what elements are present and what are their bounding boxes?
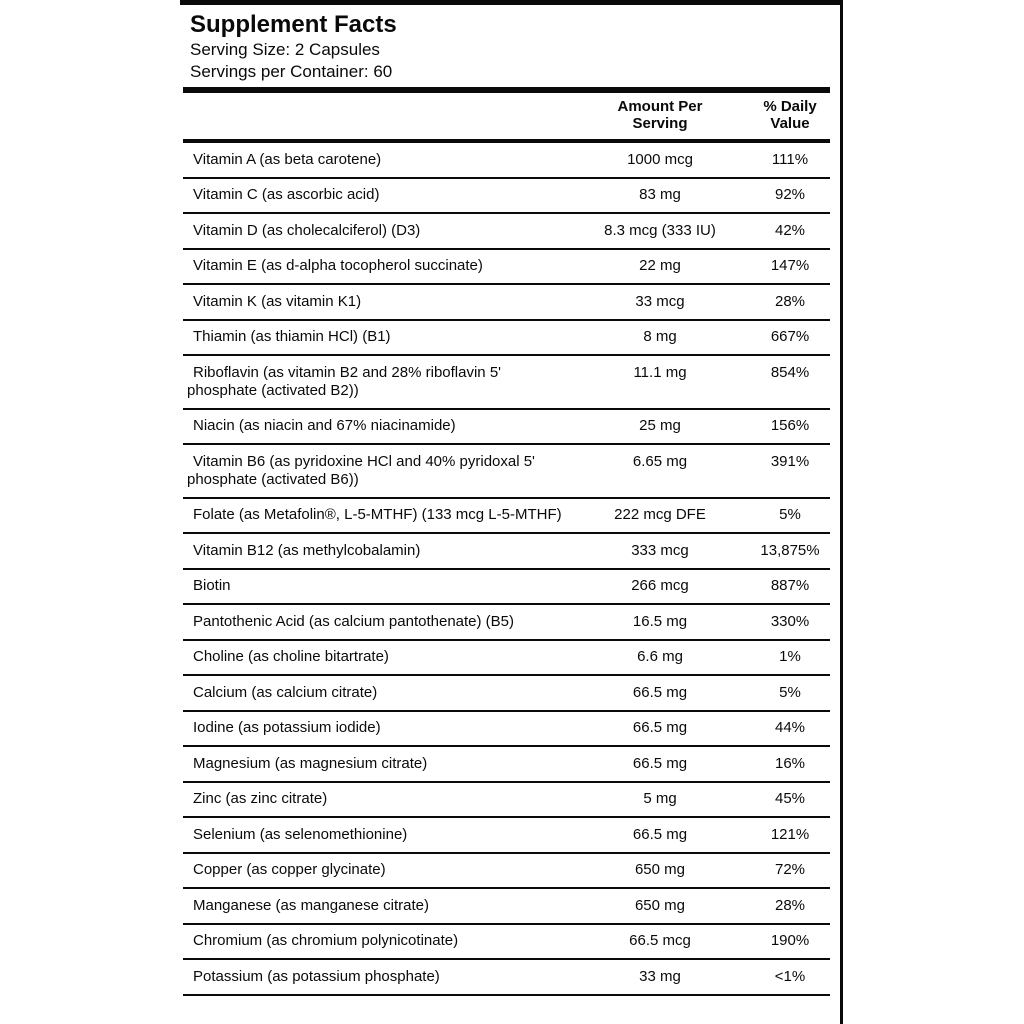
daily-value-percent: 1%: [779, 648, 801, 665]
column-header-amount: [570, 98, 750, 132]
amount-per-serving-value: 6.6 mg: [637, 648, 683, 665]
table-row: [183, 889, 830, 925]
amount-per-serving-value: 650 mg: [634, 896, 686, 914]
nutrient-name: Calcium (as calcium citrate): [193, 683, 378, 701]
amount-per-serving-value: 266 mcg: [631, 577, 689, 594]
table-row: [183, 818, 830, 854]
table-row: [183, 214, 830, 250]
column-header-amount-line1: Amount Per: [617, 98, 703, 115]
table-row: [183, 250, 830, 286]
daily-value-percent: 28%: [774, 896, 806, 914]
nutrient-name: Vitamin C (as ascorbic acid): [193, 186, 380, 203]
nutrient-name: Riboflavin (as vitamin B2 and 28% riboflavin 5' phosphate (activated B2)): [187, 363, 502, 399]
amount-per-serving-value: 11.1 mg: [633, 363, 687, 381]
nutrient-name: Magnesium (as magnesium citrate): [193, 754, 428, 772]
daily-value-percent: 854%: [770, 363, 810, 381]
daily-value-percent: 45%: [774, 790, 806, 807]
nutrient-name: Zinc (as zinc citrate): [193, 790, 328, 807]
table-row: [183, 534, 830, 570]
nutrient-name: Vitamin B12 (as methylcobalamin): [193, 541, 421, 559]
table-row: [183, 179, 830, 215]
daily-value-percent: 330%: [770, 612, 810, 630]
column-header-amount-line2: Serving: [632, 115, 688, 132]
daily-value-percent: 16%: [774, 754, 806, 772]
daily-value-percent: 42%: [774, 221, 806, 239]
column-header-daily-line1: % Daily: [763, 98, 817, 115]
table-row: [183, 605, 830, 641]
table-row: [183, 925, 830, 961]
amount-per-serving-value: 222 mcg DFE: [614, 506, 706, 523]
amount-per-serving-value: 66.5 mg: [632, 825, 688, 843]
amount-per-serving-value: 22 mg: [639, 257, 681, 274]
table-row: [183, 676, 830, 712]
nutrient-name: Folate (as Metafolin®, L-5-MTHF) (133 mcg L-5-MTHF): [193, 506, 562, 523]
daily-value-percent: 28%: [774, 292, 806, 310]
amount-per-serving-value: 16.5 mg: [632, 612, 688, 630]
nutrient-name: Thiamin (as thiamin HCl) (B1): [193, 328, 391, 345]
table-row: [183, 854, 830, 890]
amount-per-serving-value: 5 mg: [643, 790, 677, 807]
nutrient-name: Vitamin K (as vitamin K1): [193, 292, 362, 310]
nutrient-name: Iodine (as potassium iodide): [193, 719, 381, 736]
daily-value-percent: 72%: [774, 861, 806, 878]
column-header-daily-line2: Value: [770, 115, 810, 132]
daily-value-percent: 111%: [771, 150, 809, 168]
daily-value-percent: 887%: [770, 577, 810, 594]
nutrient-name: Vitamin D (as cholecalciferol) (D3): [193, 221, 421, 239]
top-border-bar: [180, 0, 840, 5]
nutrient-name: Pantothenic Acid (as calcium pantothenate) (B5): [193, 612, 515, 630]
amount-per-serving-value: 8.3 mcg (333 IU): [604, 221, 716, 239]
nutrient-name: Manganese (as manganese citrate): [193, 896, 429, 914]
amount-per-serving-value: 66.5 mcg: [629, 932, 691, 949]
nutrient-name: Copper (as copper glycinate): [193, 861, 386, 878]
serving-size-text: Serving Size: 2 Capsules: [190, 40, 380, 59]
amount-per-serving-value: 6.65 mg: [632, 452, 688, 470]
table-row: [183, 641, 830, 677]
table-row: [183, 321, 830, 357]
table-row: [183, 712, 830, 748]
table-row: [183, 143, 830, 179]
page-title: Supplement Facts: [190, 11, 397, 38]
table-row: [183, 410, 830, 446]
nutrient-name: Niacin (as niacin and 67% niacinamide): [193, 417, 456, 434]
nutrient-name: Vitamin B6 (as pyridoxine HCl and 40% pyridoxal 5' phosphate (activated B6)): [187, 452, 535, 488]
daily-value-percent: 667%: [770, 328, 810, 345]
nutrient-name: Biotin: [193, 577, 231, 594]
servings-per-container-text: Servings per Container: 60: [190, 62, 393, 81]
table-row: [183, 747, 830, 783]
amount-per-serving-value: 66.5 mg: [632, 754, 688, 772]
table-row: [183, 285, 830, 321]
table-row: [183, 356, 830, 410]
daily-value-percent: 44%: [774, 719, 806, 736]
amount-per-serving-value: 1000 mcg: [627, 150, 693, 168]
amount-per-serving-value: 33 mg: [639, 967, 681, 985]
table-row: [183, 960, 830, 996]
daily-value-percent: 92%: [774, 186, 806, 203]
nutrient-name: Selenium (as selenomethionine): [193, 825, 408, 843]
column-headers: [183, 93, 830, 139]
amount-per-serving-value: 333 mcg: [631, 541, 689, 559]
amount-per-serving-value: 83 mg: [639, 186, 681, 203]
daily-value-percent: 147%: [770, 257, 810, 274]
nutrient-name: Chromium (as chromium polynicotinate): [193, 932, 459, 949]
daily-value-percent: 5%: [779, 506, 801, 523]
nutrient-name: Choline (as choline bitartrate): [193, 648, 389, 665]
amount-per-serving-value: 66.5 mg: [632, 719, 688, 736]
nutrient-name: Vitamin A (as beta carotene): [193, 150, 382, 168]
column-header-daily-value: [750, 98, 830, 132]
table-row: [183, 445, 830, 499]
nutrient-name: Potassium (as potassium phosphate): [193, 967, 440, 985]
daily-value-percent: 5%: [779, 683, 801, 701]
supplement-facts-label: [180, 0, 843, 1024]
amount-per-serving-value: 650 mg: [634, 861, 686, 878]
daily-value-percent: <1%: [774, 967, 806, 985]
daily-value-percent: 121%: [770, 825, 810, 843]
amount-per-serving-value: 33 mcg: [635, 292, 685, 310]
nutrient-name: Vitamin E (as d-alpha tocopherol succinate): [193, 257, 483, 274]
amount-per-serving-value: 66.5 mg: [632, 683, 688, 701]
amount-per-serving-value: 25 mg: [639, 417, 681, 434]
facts-rows: [183, 143, 830, 996]
daily-value-percent: 13,875%: [760, 541, 820, 559]
amount-per-serving-value: 8 mg: [643, 328, 677, 345]
daily-value-percent: 391%: [770, 452, 810, 470]
daily-value-percent: 190%: [770, 932, 810, 949]
daily-value-percent: 156%: [770, 417, 810, 434]
table-row: [183, 499, 830, 535]
table-row: [183, 570, 830, 606]
table-row: [183, 783, 830, 819]
